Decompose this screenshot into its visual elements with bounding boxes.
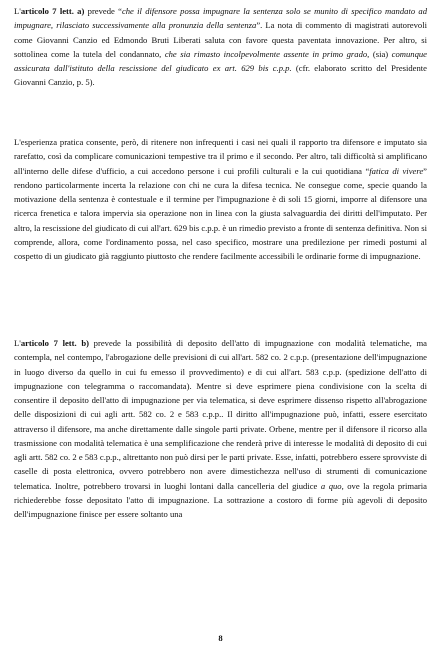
- text-span: ”. La nota di commento di magistrati autorevoli come Giovanni Canzio ed Edmondo Bruti Liberati saluta con favore questa paventata innovazione. Per altro, si sottolinea come la tutela del condannato,: [14, 20, 427, 59]
- text-span: (cfr. elaborato scritto del Presidente Giovanni Canzio, p. 5).: [14, 63, 427, 88]
- text-span: prevede “: [84, 6, 122, 16]
- text-span: L': [14, 338, 21, 348]
- text-span: , (sia): [367, 48, 392, 59]
- italic-text: a quo: [320, 480, 342, 491]
- article-reference: articolo 7 lett. b): [20, 338, 89, 348]
- text-span: L': [14, 6, 21, 16]
- text-span: , ove la regola primaria richiederebbe fosse depositato l'atto di impugnazione. La sottrazione a costoro di forme più agevoli di deposito dell'impugnazione finisce per essere soltanto una: [14, 480, 427, 519]
- paragraph-article-7-b: [14, 336, 427, 521]
- text-span: prevede la possibilità di deposito dell'atto di impugnazione con modalità telematiche, ma contempla, nel contempo, l'abrogazione delle previsioni di cui all'art. 582 co. 2 c.p.p. (presentazione dell'impugnazione in luogo diverso da quello in cui fu emesso il provvedimento) e di cui all'art. 583 c.p.p. (spedizione dell'atto di impugnazione con telegramma o raccomandata). Mentre si deve esprimere piena condivisione con la scelta di consentire il deposito dell'atto di impugnazione per via telematica, si deve esprimere dissenso rispetto all'abrogazione delle disposizioni di cui agli artt. 582 co. 2 e 583 c.p.p.. Il diritto all'impugnazione può, infatti, essere esercitato attraverso il difensore, ma anche direttamente dalle singole parti private. Orbene, mentre per il difensore il ricorso alla trasmissione con modalità telematica è una semplificazione che renderà prive di interesse le modalità di deposito di cui agli artt. 582 co. 2 e 583 c.p.p., altrettanto non può dirsi per le parti private. Esse, infatti, potrebbero essere sprovviste di caselle di posta elettronica, ovvero potrebbero non avere dimestichezza nell'uso di strumenti di comunicazione telematica. Inoltre, potrebbero trovarsi in luoghi lontani dalla cancelleria del giudice: [14, 338, 427, 491]
- paragraph-article-7-a: [14, 4, 427, 90]
- italic-text: che sia rimasto incolpevolmente assente in primo grado: [164, 48, 368, 59]
- italic-text: comunque assicurata dall'istituto della rescissione del giudicato ex art. 629 bis c.p.p.: [14, 48, 427, 73]
- italic-text: fatica di vivere: [369, 165, 424, 176]
- text-span: ” rendono particolarmente incerta la relazione con chi ne cura la difesa tecnica. Ne consegue come, specie quando la motivazione della sentenza è contestuale e il termine per l'impugnazione è di soli 15 giorni, imporre al difensore una ricerca frenetica e talora impervia sia operazione non in linea con la giusta salvaguardia dei diritti dell'imputato. Per altro, la rescissione del giudicato di cui all'art. 629 bis c.p.p. è un rimedio previsto a fronte di sentenza definitiva. Non si comprende, allora, come l'ordinamento possa, nel caso specifico, mostrare una predilezione per rimedi postumi al cospetto di un giudicato già raggiunto piuttosto che rendere facilmente accessibili le ordinarie forme di impugnazione.: [14, 165, 427, 261]
- text-span: L'esperienza pratica consente, però, di ritenere non infrequenti i casi nei quali il rapporto tra difensore e imputato sia rarefatto, così da complicare comunicazioni tempestive tra il primo e il secondo. Per altro, tali difficoltà si amplificano all'interno delle difese d'ufficio, a cui accedono persone i cui profili culturali e la cui quotidiana “: [14, 137, 427, 176]
- quoted-provision: che il difensore possa impugnare la sentenza solo se munito di specifico mandato ad impugnare, rilasciato successivamente alla pronunzia della sentenza: [14, 6, 428, 31]
- article-reference: articolo 7 lett. a): [20, 6, 85, 16]
- paragraph-practical-experience: [14, 135, 427, 263]
- page-number: 8: [218, 633, 223, 643]
